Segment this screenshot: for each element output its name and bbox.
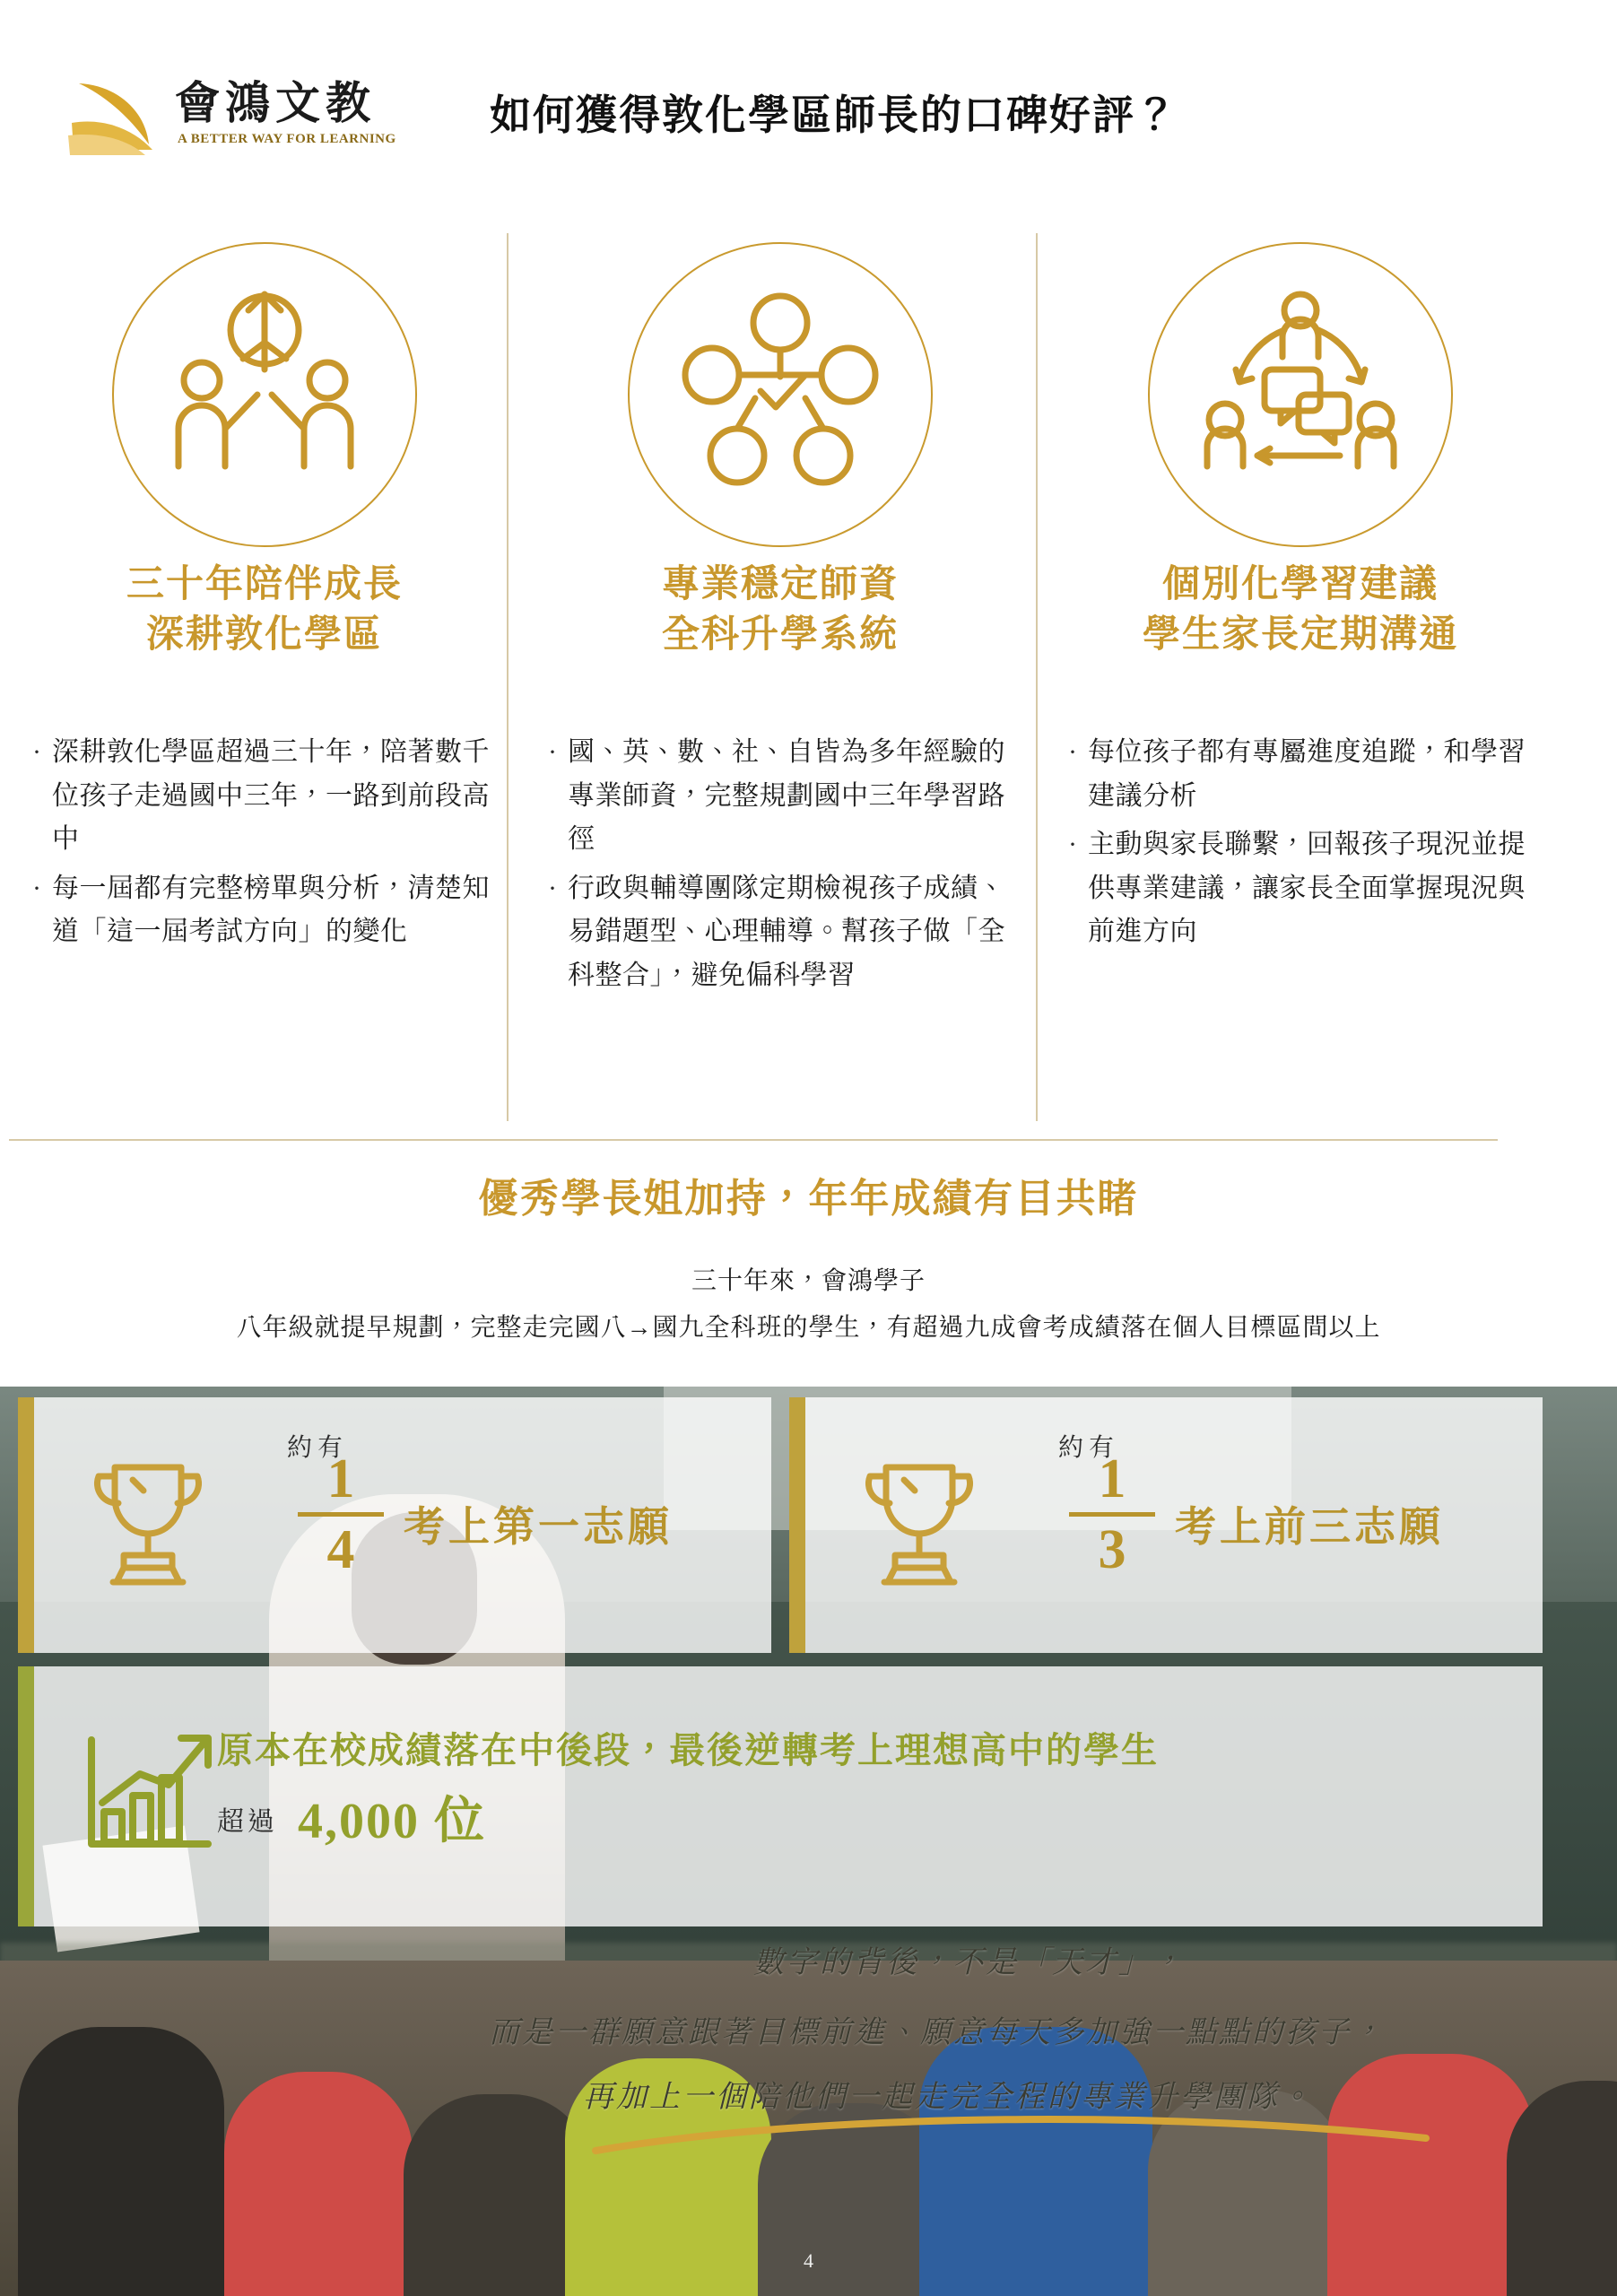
approx-label: 約有 <box>287 1434 349 1462</box>
page-header <box>0 0 1617 224</box>
list-item <box>1057 823 1546 954</box>
list-item <box>22 867 510 954</box>
handwriting-line-2: 而是一群願意跟著目標前進、願意每天多加強一點點的孩子， <box>489 2016 1385 2049</box>
fraction-denominator: 3 <box>1098 1519 1126 1580</box>
bullet-dot: · <box>548 873 557 903</box>
results-subtitle-2: 八年級就提早規劃，完整走完國八→國九全科班的學生，有超過九成會考成績落在個人目標區間以上 <box>236 1314 1381 1342</box>
card-accent-bar <box>789 1397 805 1653</box>
bullet-text: 每一屆都有完整榜單與分析，清楚知道「這一屆考試方向」的變化 <box>52 873 490 947</box>
bullet-text: 行政與輔導團隊定期檢視孩子成績、易錯題型、心理輔導。幫孩子做「全科整合」，避免偏科學習 <box>568 873 1005 990</box>
bullet-text: 每位孩子都有專屬進度追蹤，和學習建議分析 <box>1088 737 1526 811</box>
list-item <box>1057 731 1546 818</box>
turnaround-headline: 原本在校成績落在中後段，最後逆轉考上理想高中的學生 <box>217 1730 1159 1770</box>
bullet-text: 國、英、數、社、自皆為多年經驗的專業師資，完整規劃國中三年學習路徑 <box>568 737 1005 855</box>
communication-icon <box>1148 242 1453 547</box>
list-item <box>22 731 510 862</box>
column-heading-line1: 專業穩定師資 <box>661 564 899 605</box>
column-bullet-list <box>22 731 510 960</box>
feature-column-1 <box>9 224 520 1139</box>
page-title: 如何獲得敦化學區師長的口碑好評？ <box>490 92 1178 138</box>
results-subtitle-1: 三十年來，會鴻學子 <box>691 1267 926 1295</box>
brand-tagline: A BETTER WAY FOR LEARNING <box>178 132 396 146</box>
section-bottom-rule <box>9 1139 1498 1141</box>
column-divider <box>1036 233 1038 1121</box>
stat-card-first-choice <box>18 1397 771 1653</box>
column-heading-line1: 個別化學習建議 <box>1161 564 1439 605</box>
column-heading <box>525 561 1036 661</box>
turnaround-number: 4,000 位 <box>298 1794 486 1849</box>
column-heading-line2: 深耕敦化學區 <box>145 613 383 656</box>
growth-chart-icon <box>72 1718 224 1875</box>
column-bullet-list <box>537 731 1026 1004</box>
card-accent-bar <box>18 1397 34 1653</box>
brand-logo <box>63 67 466 175</box>
feature-column-2 <box>525 224 1036 1139</box>
trophy-icon <box>81 1451 215 1599</box>
results-title: 優秀學長姐加持，年年成績有目共睹 <box>478 1177 1139 1221</box>
bullet-dot: · <box>32 737 41 767</box>
bullet-dot: · <box>32 873 41 903</box>
fraction-numerator: 1 <box>1098 1448 1126 1509</box>
card-accent-bar <box>18 1666 34 1926</box>
feature-column-3 <box>1045 224 1556 1139</box>
bullet-dot: · <box>1068 737 1077 767</box>
results-intro-section <box>0 1166 1617 1381</box>
approx-label: 約有 <box>1058 1434 1120 1462</box>
gold-swoosh-decoration <box>592 2108 1435 2161</box>
fraction-bar <box>298 1512 384 1517</box>
column-heading-line2: 全科升學系統 <box>661 613 899 656</box>
stat-label: 考上前三志願 <box>1175 1504 1444 1550</box>
family-tree-icon <box>112 242 417 547</box>
turnaround-over-label: 超過 <box>217 1807 278 1837</box>
column-heading <box>9 561 520 661</box>
column-heading-line1: 三十年陪伴成長 <box>126 564 403 605</box>
list-item <box>537 867 1026 998</box>
handwriting-line-1: 數字的背後，不是「天才」， <box>753 1946 1185 1979</box>
bullet-dot: · <box>548 737 557 767</box>
fraction-numerator: 1 <box>326 1448 355 1509</box>
stat-label: 考上第一志願 <box>404 1504 673 1550</box>
stat-card-turnaround <box>18 1666 1543 1926</box>
bullet-text: 主動與家長聯繫，回報孩子現況並提供專業建議，讓家長全面掌握現況與前進方向 <box>1088 830 1526 947</box>
fraction-bar <box>1069 1512 1155 1517</box>
bullet-dot: · <box>1068 830 1077 860</box>
bullet-text: 深耕敦化學區超過三十年，陪著數千位孩子走過國中三年，一路到前段高中 <box>52 737 490 855</box>
trophy-icon <box>852 1451 987 1599</box>
crescent-swoosh-logo-icon <box>63 76 170 161</box>
column-heading-line2: 學生家長定期溝通 <box>1142 613 1458 656</box>
column-heading <box>1045 561 1556 661</box>
team-check-icon <box>628 242 933 547</box>
stat-card-top-three <box>789 1397 1543 1653</box>
fraction-denominator: 4 <box>326 1519 355 1580</box>
list-item <box>537 731 1026 862</box>
page-number: 4 <box>804 2249 813 2272</box>
handwriting-line-3: 再加上一個陪他們一起走完全程的專業升學團隊。 <box>583 2081 1313 2114</box>
brand-name: 會鴻文教 <box>175 78 376 128</box>
three-column-section <box>0 224 1617 1148</box>
column-bullet-list <box>1057 731 1546 960</box>
